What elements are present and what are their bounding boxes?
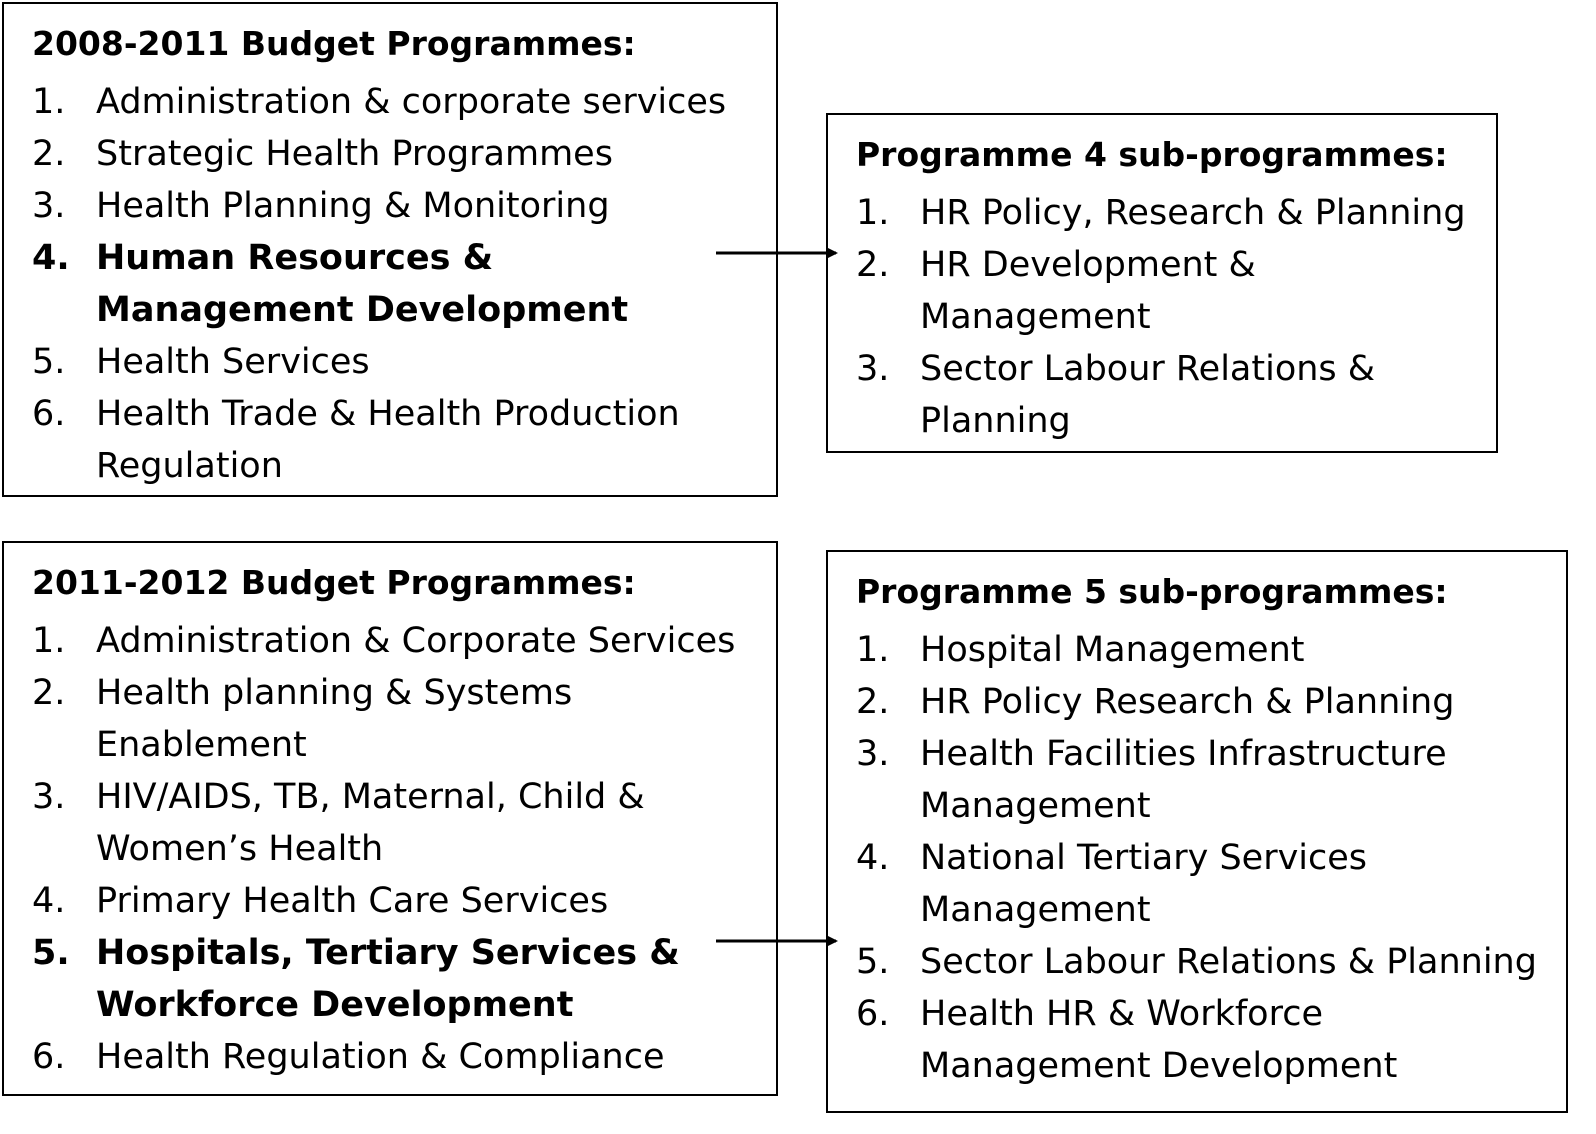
item-number: 6. xyxy=(32,394,66,434)
item-number: 2. xyxy=(32,134,66,174)
item-number: 6. xyxy=(32,1037,66,1077)
item-number: 3. xyxy=(32,777,66,817)
item-number: 1. xyxy=(856,630,890,670)
box-title: Programme 5 sub-programmes: xyxy=(856,572,1448,611)
item-number: 4. xyxy=(32,881,66,921)
item-number: 5. xyxy=(32,933,70,973)
item-text: Health planning & Systems Enablement xyxy=(96,673,573,765)
item-number: 4. xyxy=(856,838,890,878)
item-number: 2. xyxy=(856,245,890,285)
item-text: Strategic Health Programmes xyxy=(96,134,613,174)
item-text: Health Services xyxy=(96,342,370,382)
item-text: HR Policy, Research & Planning xyxy=(920,193,1466,233)
item-number: 4. xyxy=(32,238,70,278)
item-text: HR Policy Research & Planning xyxy=(920,682,1455,722)
box-title: 2011-2012 Budget Programmes: xyxy=(32,563,636,602)
item-number: 3. xyxy=(32,186,66,226)
item-text: Health HR & Workforce Management Development xyxy=(920,994,1398,1086)
item-number: 1. xyxy=(32,621,66,661)
item-text: Health Facilities Infrastructure Management xyxy=(920,734,1447,826)
item-text: HIV/AIDS, TB, Maternal, Child & Women’s Health xyxy=(96,777,645,869)
box-title: Programme 4 sub-programmes: xyxy=(856,135,1448,174)
item-text: Health Planning & Monitoring xyxy=(96,186,610,226)
item-number: 1. xyxy=(32,82,66,122)
item-number: 5. xyxy=(856,942,890,982)
item-text: Administration & corporate services xyxy=(96,82,727,122)
item-number: 2. xyxy=(32,673,66,713)
item-number: 2. xyxy=(856,682,890,722)
item-text: Hospital Management xyxy=(920,630,1305,670)
item-text: Health Trade & Health Production Regulation xyxy=(96,394,680,486)
item-text: Sector Labour Relations & Planning xyxy=(920,942,1537,982)
item-text: Primary Health Care Services xyxy=(96,881,609,921)
item-text: National Tertiary Services Management xyxy=(920,838,1368,930)
item-number: 5. xyxy=(32,342,66,382)
item-text: Sector Labour Relations & Planning xyxy=(920,349,1376,441)
item-number: 1. xyxy=(856,193,890,233)
item-text: HR Development & Management xyxy=(920,245,1256,337)
item-text: Human Resources & Management Development xyxy=(96,238,629,330)
item-text: Administration & Corporate Services xyxy=(96,621,736,661)
item-number: 6. xyxy=(856,994,890,1034)
item-text: Health Regulation & Compliance xyxy=(96,1037,665,1077)
box-title: 2008-2011 Budget Programmes: xyxy=(32,24,636,63)
item-number: 3. xyxy=(856,349,890,389)
item-number: 3. xyxy=(856,734,890,774)
item-text: Hospitals, Tertiary Services & Workforce Development xyxy=(96,933,680,1025)
